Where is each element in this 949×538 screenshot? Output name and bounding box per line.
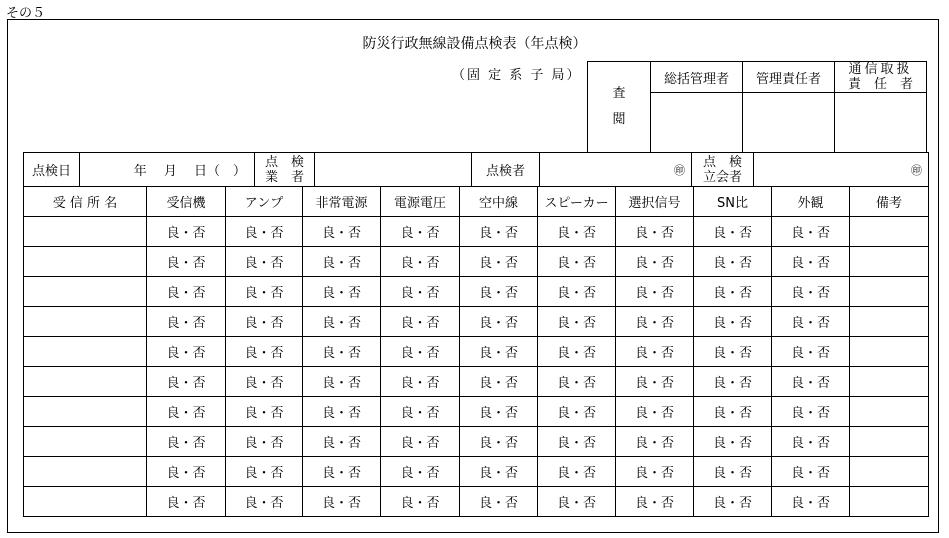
result-cell[interactable]: 良・否: [616, 247, 694, 277]
result-cell[interactable]: 良・否: [226, 367, 303, 397]
witness-label-line2: 立会者: [702, 169, 742, 185]
result-cell[interactable]: 良・否: [226, 457, 303, 487]
result-cell[interactable]: 良・否: [381, 277, 460, 307]
approval-side-label-2: 閲: [612, 112, 626, 127]
remarks-cell[interactable]: [850, 217, 929, 247]
header-speaker: スピーカー: [538, 187, 616, 217]
result-cell[interactable]: 良・否: [616, 277, 694, 307]
result-cell[interactable]: 良・否: [147, 457, 226, 487]
approval-sign-2[interactable]: [743, 93, 835, 153]
result-cell[interactable]: 良・否: [772, 247, 850, 277]
approval-col-operator-line1: 通信取扱: [848, 62, 913, 77]
result-cell[interactable]: 良・否: [226, 217, 303, 247]
inspection-header-row: [24, 187, 929, 217]
header-station: 受 信 所 名: [24, 187, 147, 217]
approval-col-manager: 管理責任者: [743, 62, 835, 93]
header-receiver: 受信機: [147, 187, 226, 217]
result-cell[interactable]: 良・否: [460, 337, 538, 367]
header-antenna: 空中線: [460, 187, 538, 217]
table-row: [24, 307, 929, 337]
station-name-cell[interactable]: [24, 337, 147, 367]
remarks-cell[interactable]: [850, 397, 929, 427]
remarks-cell[interactable]: [850, 487, 929, 517]
result-cell[interactable]: 良・否: [538, 277, 616, 307]
result-cell[interactable]: 良・否: [381, 217, 460, 247]
result-cell[interactable]: 良・否: [226, 307, 303, 337]
header-amp: アンプ: [226, 187, 303, 217]
result-cell[interactable]: 良・否: [460, 247, 538, 277]
station-name-cell[interactable]: [24, 397, 147, 427]
result-cell[interactable]: 良・否: [303, 247, 381, 277]
result-cell[interactable]: 良・否: [616, 457, 694, 487]
result-cell[interactable]: 良・否: [772, 367, 850, 397]
station-name-cell[interactable]: [24, 277, 147, 307]
result-cell[interactable]: 良・否: [694, 307, 772, 337]
result-cell[interactable]: 良・否: [460, 367, 538, 397]
info-row-table: [23, 152, 929, 187]
result-cell[interactable]: 良・否: [381, 337, 460, 367]
worker-label: [255, 153, 315, 187]
result-cell[interactable]: 良・否: [694, 487, 772, 517]
page-label: その５: [6, 6, 46, 21]
result-cell[interactable]: 良・否: [147, 367, 226, 397]
result-cell[interactable]: 良・否: [772, 487, 850, 517]
worker-label-line2: 業 者: [264, 169, 304, 185]
result-cell[interactable]: 良・否: [616, 367, 694, 397]
approval-col-general-manager: 総括管理者: [651, 62, 743, 93]
inspector-seal[interactable]: ㊞: [540, 153, 692, 187]
approval-side-label: [588, 62, 651, 153]
result-cell[interactable]: 良・否: [303, 457, 381, 487]
station-name-cell[interactable]: [24, 457, 147, 487]
table-row: [24, 277, 929, 307]
remarks-cell[interactable]: [850, 337, 929, 367]
result-cell[interactable]: 良・否: [303, 307, 381, 337]
header-selective-signal: 選択信号: [616, 187, 694, 217]
result-cell[interactable]: 良・否: [772, 427, 850, 457]
table-row: [24, 397, 929, 427]
result-cell[interactable]: 良・否: [226, 487, 303, 517]
date-label: 点検日: [24, 153, 80, 187]
result-cell[interactable]: 良・否: [538, 307, 616, 337]
remarks-cell[interactable]: [850, 247, 929, 277]
result-cell[interactable]: 良・否: [694, 427, 772, 457]
result-cell[interactable]: 良・否: [772, 307, 850, 337]
approval-sign-3[interactable]: [835, 93, 927, 153]
header-appearance: 外観: [772, 187, 850, 217]
remarks-cell[interactable]: [850, 277, 929, 307]
inspection-table: [23, 186, 929, 517]
approval-col-operator-line2: 責 任 者: [847, 77, 913, 92]
result-cell[interactable]: 良・否: [460, 487, 538, 517]
approval-sign-1[interactable]: [651, 93, 743, 153]
remarks-cell[interactable]: [850, 367, 929, 397]
result-cell[interactable]: 良・否: [694, 217, 772, 247]
document-subtitle: （固 定 系 子 局）: [452, 68, 582, 83]
result-cell[interactable]: 良・否: [694, 397, 772, 427]
remarks-cell[interactable]: [850, 427, 929, 457]
result-cell[interactable]: 良・否: [772, 397, 850, 427]
result-cell[interactable]: 良・否: [538, 397, 616, 427]
result-cell[interactable]: 良・否: [616, 217, 694, 247]
result-cell[interactable]: 良・否: [381, 307, 460, 337]
result-cell[interactable]: 良・否: [616, 307, 694, 337]
station-name-cell[interactable]: [24, 367, 147, 397]
result-cell[interactable]: 良・否: [226, 337, 303, 367]
result-cell[interactable]: 良・否: [226, 277, 303, 307]
result-cell[interactable]: 良・否: [538, 367, 616, 397]
station-name-cell[interactable]: [24, 217, 147, 247]
result-cell[interactable]: 良・否: [616, 337, 694, 367]
result-cell[interactable]: 良・否: [772, 337, 850, 367]
result-cell[interactable]: 良・否: [616, 487, 694, 517]
result-cell[interactable]: 良・否: [616, 427, 694, 457]
remarks-cell[interactable]: [850, 457, 929, 487]
result-cell[interactable]: 良・否: [772, 217, 850, 247]
result-cell[interactable]: 良・否: [538, 457, 616, 487]
table-row: [24, 427, 929, 457]
document-title: 防災行政無線設備点検表（年点検）: [362, 36, 587, 52]
result-cell[interactable]: 良・否: [538, 427, 616, 457]
result-cell[interactable]: 良・否: [381, 367, 460, 397]
result-cell[interactable]: 良・否: [772, 457, 850, 487]
result-cell[interactable]: 良・否: [381, 427, 460, 457]
result-cell[interactable]: 良・否: [303, 367, 381, 397]
table-row: [24, 247, 929, 277]
result-cell[interactable]: 良・否: [538, 247, 616, 277]
header-power-voltage: 電源電圧: [381, 187, 460, 217]
result-cell[interactable]: 良・否: [226, 397, 303, 427]
result-cell[interactable]: 良・否: [381, 487, 460, 517]
station-name-cell[interactable]: [24, 247, 147, 277]
result-cell[interactable]: 良・否: [147, 427, 226, 457]
result-cell[interactable]: 良・否: [694, 247, 772, 277]
remarks-cell[interactable]: [850, 307, 929, 337]
header-emergency-power: 非常電源: [303, 187, 381, 217]
result-cell[interactable]: 良・否: [772, 277, 850, 307]
result-cell[interactable]: 良・否: [694, 457, 772, 487]
approval-col-operator: [835, 62, 927, 93]
result-cell[interactable]: 良・否: [147, 307, 226, 337]
result-cell[interactable]: 良・否: [303, 427, 381, 457]
header-remarks: 備考: [850, 187, 929, 217]
result-cell[interactable]: 良・否: [538, 217, 616, 247]
result-cell[interactable]: 良・否: [147, 337, 226, 367]
result-cell[interactable]: 良・否: [226, 247, 303, 277]
witness-label: [692, 153, 754, 187]
result-cell[interactable]: 良・否: [538, 337, 616, 367]
worker-label-line1: 点 検: [264, 154, 304, 170]
result-cell[interactable]: 良・否: [303, 397, 381, 427]
result-cell[interactable]: 良・否: [694, 367, 772, 397]
table-row: [24, 457, 929, 487]
date-value[interactable]: 年 月 日（ ）: [80, 153, 255, 187]
result-cell[interactable]: 良・否: [147, 487, 226, 517]
result-cell[interactable]: 良・否: [694, 277, 772, 307]
station-name-cell[interactable]: [24, 487, 147, 517]
result-cell[interactable]: 良・否: [147, 397, 226, 427]
result-cell[interactable]: 良・否: [538, 487, 616, 517]
result-cell[interactable]: 良・否: [460, 457, 538, 487]
result-cell[interactable]: 良・否: [303, 487, 381, 517]
result-cell[interactable]: 良・否: [303, 277, 381, 307]
result-cell[interactable]: 良・否: [460, 277, 538, 307]
approval-table: [587, 61, 927, 153]
result-cell[interactable]: 良・否: [460, 397, 538, 427]
station-name-cell[interactable]: [24, 307, 147, 337]
result-cell[interactable]: 良・否: [303, 337, 381, 367]
result-cell[interactable]: 良・否: [616, 397, 694, 427]
result-cell[interactable]: 良・否: [147, 277, 226, 307]
inspector-label: 点検者: [472, 153, 540, 187]
result-cell[interactable]: 良・否: [147, 217, 226, 247]
witness-label-line1: 点 検: [702, 154, 742, 170]
result-cell[interactable]: 良・否: [460, 427, 538, 457]
table-row: [24, 217, 929, 247]
table-row: [24, 337, 929, 367]
result-cell[interactable]: 良・否: [381, 397, 460, 427]
result-cell[interactable]: 良・否: [381, 247, 460, 277]
result-cell[interactable]: 良・否: [381, 457, 460, 487]
result-cell[interactable]: 良・否: [460, 217, 538, 247]
result-cell[interactable]: 良・否: [226, 427, 303, 457]
table-row: [24, 487, 929, 517]
result-cell[interactable]: 良・否: [460, 307, 538, 337]
result-cell[interactable]: 良・否: [694, 337, 772, 367]
result-cell[interactable]: 良・否: [303, 217, 381, 247]
worker-value[interactable]: [315, 153, 472, 187]
result-cell[interactable]: 良・否: [147, 247, 226, 277]
header-sn-ratio: SN比: [694, 187, 772, 217]
witness-seal[interactable]: ㊞: [754, 153, 929, 187]
table-row: [24, 367, 929, 397]
approval-side-label-1: 査: [612, 86, 626, 101]
station-name-cell[interactable]: [24, 427, 147, 457]
